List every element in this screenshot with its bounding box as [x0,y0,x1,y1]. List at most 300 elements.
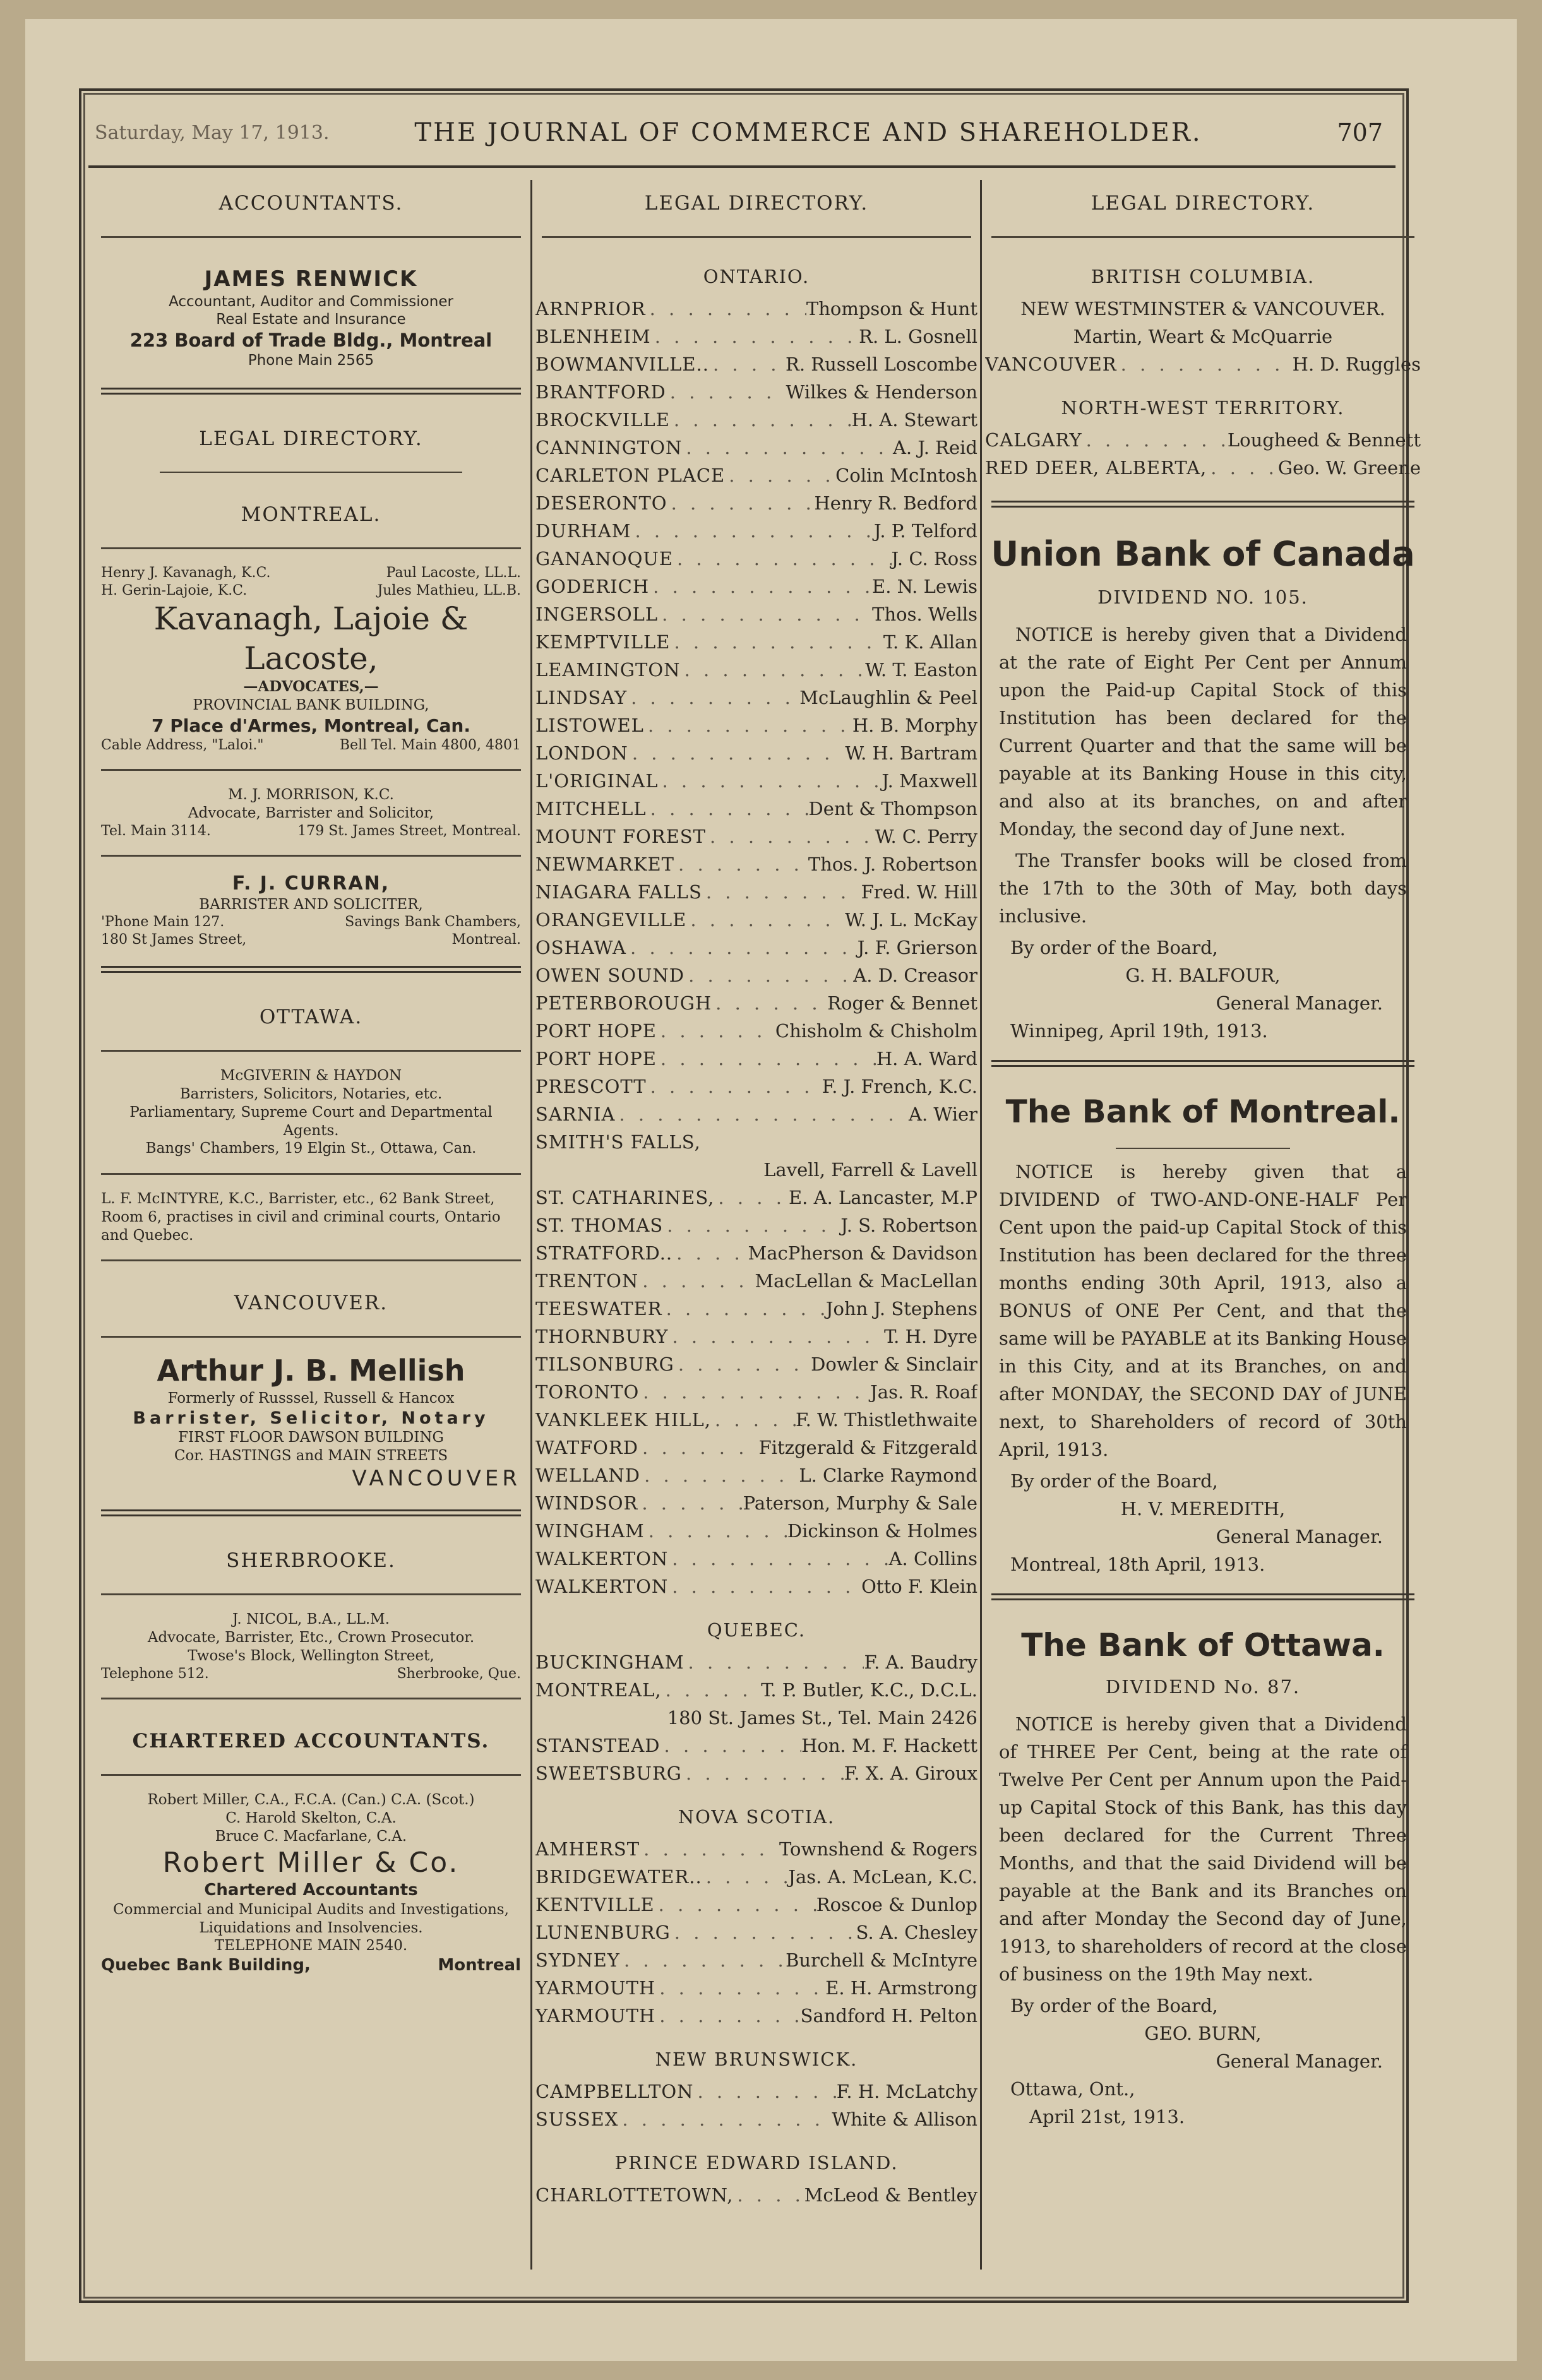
card-line: Chartered Accountants [204,1881,418,1900]
directory-town: SMITH'S FALLS, [535,1131,701,1153]
directory-name: Paterson, Murphy & Sale [743,1492,977,1514]
notice-bank-of-ottawa [985,1612,1421,2131]
directory-name: E. A. Lancaster, M.P [789,1187,977,1208]
directory-town: CHARLOTTETOWN, [535,2184,734,2206]
leader-dots [662,1676,762,1704]
leader-dots [657,1017,775,1045]
leader-dots [620,1946,786,1974]
directory-name: F. A. Baudry [864,1651,977,1673]
directory-town: SYDNEY [535,1949,620,1971]
divider [542,236,971,238]
card-line: Cable Address, "Laloi." [101,737,264,753]
directory-list [535,295,977,1128]
section-heading: CHARTERED ACCOUNTANTS. [132,1730,490,1752]
notice-signature [985,1992,1421,2131]
directory-row [535,1835,977,1863]
directory-row [535,545,977,573]
directory-name: H. D. Ruggles [1292,354,1421,375]
directory-list [985,426,1421,482]
directory-name: McLeod & Bentley [804,2184,977,2206]
directory-name: Sandford H. Pelton [800,2005,977,2026]
card-line: Advocate, Barrister and Solicitor, [188,804,434,821]
notice-bank-of-montreal [985,1078,1421,1578]
directory-row [535,1863,977,1891]
divider [991,501,1414,508]
section-heading: VANCOUVER. [234,1292,388,1315]
signer-role: General Manager. [1216,2050,1383,2072]
divider [101,1336,521,1338]
province-heading: PRINCE EDWARD ISLAND. [614,2152,899,2174]
directory-row [535,1073,977,1100]
directory-row [985,426,1421,454]
masthead-rule [88,165,1396,168]
card-line: Formerly of Russsel, Russell & Hancox [167,1389,455,1407]
leader-dots [626,934,858,961]
directory-row [535,989,977,1017]
order-line: By order of the Board, [1010,937,1218,958]
notice-union-bank [985,519,1421,1045]
directory-town: WELLAND [535,1465,641,1486]
directory-town: PORT HOPE [535,1020,657,1042]
card-address: 180 St James Street, [101,931,247,948]
leader-dots [684,961,853,989]
directory-name: Jas. R. Roaf [870,1381,977,1403]
directory-list [535,1184,977,1600]
directory-row [535,2181,977,2209]
directory-name: W. H. Bartram [845,742,977,764]
leader-dots [1207,454,1278,482]
signer-role: General Manager. [1216,1526,1383,1547]
directory-row [535,1045,977,1073]
leader-dots [663,1211,840,1239]
card-address: 179 St. James Street, Montreal. [297,823,521,839]
directory-row [535,767,977,795]
directory-town: AMHERST [535,1838,640,1860]
directory-town: BLENHEIM [535,326,651,347]
directory-name: W. C. Perry [875,826,977,847]
leader-dots [714,1184,789,1211]
card-kavanagh [95,558,527,760]
directory-town: GANANOQUE [535,548,673,569]
leader-dots [668,1545,888,1573]
leader-dots [645,1517,787,1545]
leader-dots [670,406,852,434]
order-line: By order of the Board, [1010,1470,1218,1492]
directory-row [535,1350,977,1378]
card-mcintyre: L. F. McINTYRE, K.C., Barrister, etc., 62 Bank Street, Room 6, practises in civil and criminal courts, Ontario and Quebec. [101,1191,501,1244]
card-name: Kavanagh, Lajoie & Lacoste, [153,600,469,677]
directory-name: MacPherson & Davidson [748,1242,977,1264]
signer: H. V. MEREDITH, [1120,1498,1286,1520]
card-address: Twose's Block, Wellington Street, [188,1647,434,1664]
page-number: 707 [1337,119,1383,146]
divider [101,966,521,973]
directory-name: A. Wier [909,1104,977,1125]
directory-town: TEESWATER [535,1298,662,1319]
directory-town: LEAMINGTON [535,659,681,681]
divider [101,1593,521,1595]
directory-row [535,1017,977,1045]
directory-name: Lavell, Farrell & Lavell [763,1159,977,1181]
column-left [95,170,527,2298]
directory-row [535,1517,977,1545]
directory-row [535,823,977,850]
directory-town: ARNPRIOR [535,298,646,319]
directory-town: BOWMANVILLE.. [535,354,709,375]
section-heading: ACCOUNTANTS. [218,192,403,215]
journal-title: THE JOURNAL OF COMMERCE AND SHAREHOLDER. [414,118,1202,147]
notice-paragraph: The Transfer books will be closed from the 17th to the 30th of May, both days inclusive. [999,850,1407,927]
card-renwick [95,247,527,376]
directory-name: A. D. Creasor [853,965,977,986]
card-name: J. NICOL, B.A., LL.M. [232,1611,390,1628]
leader-dots [639,1378,870,1406]
card-line: PROVINCIAL BANK BUILDING, [193,696,429,713]
directory-row [535,573,977,600]
directory-name: J. F. Grierson [857,937,977,958]
directory-name: Thos. J. Robertson [808,854,977,875]
directory-name: A. Collins [888,1548,977,1569]
notice-place: Montreal, 18th April, 1913. [1010,1554,1265,1575]
directory-town: ST. THOMAS [535,1215,664,1236]
dividend-number: DIVIDEND No. 87. [1105,1676,1301,1698]
directory-row [535,961,977,989]
leader-dots [702,1863,789,1891]
dividend-number: DIVIDEND NO. 105. [1097,586,1308,608]
leader-dots [668,1323,884,1350]
leader-dots [712,989,827,1017]
directory-name: J. C. Ross [891,548,977,569]
directory-name: S. A. Chesley [856,1922,977,1943]
leader-dots [655,2002,800,2030]
directory-name: John J. Stephens [825,1298,977,1319]
directory-list [985,350,1421,378]
signer: GEO. BURN, [1144,2023,1262,2044]
directory-name: Dowler & Sinclair [811,1354,977,1375]
divider [101,388,521,395]
section-heading: LEGAL DIRECTORY. [644,192,869,215]
directory-name: H. A. Stewart [851,409,977,431]
province-heading: ONTARIO. [703,266,810,287]
directory-row [535,295,977,323]
leader-dots [693,2078,836,2105]
divider [101,1259,521,1261]
directory-town: SARNIA [535,1104,616,1125]
divider [101,547,521,549]
leader-dots [640,1835,779,1863]
divider [1116,1148,1290,1149]
leader-dots [647,1073,822,1100]
directory-name: Martin, Weart & McQuarrie [1073,326,1333,347]
directory-name: F. W. Thistlethwaite [795,1409,977,1431]
directory-row [535,1267,977,1295]
notice-paragraph: NOTICE is hereby given that a DIVIDEND of TWO-AND-ONE-HALF Per Cent upon the paid-up Capital Stock of this Institution has been declared for the three months ending 30th April, 1913, also a BONUS of ONE Per Cent, and that the same will be PAYABLE at its Banking House in this City, and at its Branches, on and after MONDAY, the SECOND DAY of JUNE next, to Shareholders of record of 30th April, 1913. [999,1161,1407,1460]
signer-role: General Manager. [1216,992,1383,1014]
notice-date: April 21st, 1913. [1029,2106,1185,2127]
directory-name: Burchell & McIntyre [786,1949,977,1971]
directory-town: KENTVILLE [535,1894,655,1915]
directory-list [535,2078,977,2133]
card-line: Montreal. [451,931,521,948]
directory-town: BUCKINGHAM [535,1651,684,1673]
card-phone: Tel. Main 3114. [101,823,211,839]
divider [991,1060,1414,1067]
directory-row [535,934,977,961]
leader-dots [666,378,786,406]
leader-dots [659,767,882,795]
directory-row [535,1489,977,1517]
directory-town: GODERICH [535,576,650,597]
directory-row [535,1891,977,1919]
directory-row [535,1128,977,1156]
directory-town: L'ORIGINAL [535,770,659,792]
directory-name: W. J. L. McKay [845,909,977,931]
directory-name: W. T. Easton [865,659,977,681]
card-line: Accountant, Auditor and Commissioner [169,293,453,310]
directory-row [535,600,977,628]
notice-signature [985,934,1421,1045]
directory-name: T. P. Butler, K.C., D.C.L. [761,1679,977,1701]
order-line: By order of the Board, [1010,1995,1218,2016]
directory-row [535,1676,977,1704]
directory-name: R. L. Gosnell [859,326,977,347]
leader-dots [618,2105,832,2133]
directory-town: RED DEER, ALBERTA, [985,457,1207,479]
directory-name: Chisholm & Chisholm [775,1020,977,1042]
directory-row [535,1239,977,1267]
directory-name: Townshend & Rogers [779,1838,977,1860]
card-morrison [95,780,527,846]
directory-row [535,350,977,378]
directory-name: E. H. Armstrong [825,1977,977,1999]
directory-town: LINDSAY [535,687,628,708]
notice-body [985,621,1421,930]
section-heading: MONTREAL. [241,503,381,526]
directory-name: Dickinson & Holmes [787,1520,977,1542]
directory-row [985,350,1421,378]
province-heading: NEW BRUNSWICK. [655,2049,858,2070]
leader-dots [709,350,786,378]
leader-dots [628,739,846,767]
card-mcgiverin [95,1061,527,1164]
card-nicol [95,1604,527,1689]
directory-town: BRANTFORD [535,381,666,403]
directory-row [535,1295,977,1323]
bank-title: The Bank of Ottawa. [1021,1627,1385,1663]
card-address: Quebec Bank Building, [101,1956,311,1975]
directory-town: INGERSOLL [535,604,659,625]
leader-dots [686,906,845,934]
leader-dots [644,711,852,739]
card-line: Robert Miller, C.A., F.C.A. (Can.) C.A. (Scot.) [147,1792,475,1808]
leader-dots [615,1100,909,1128]
directory-town: YARMOUTH [535,2005,656,2026]
directory-town: LUNENBURG [535,1922,671,1943]
province-heading: NOVA SCOTIA. [678,1806,835,1828]
card-city: Montreal [438,1956,521,1975]
section-heading: OTTAWA. [259,1006,363,1029]
directory-list [535,1835,977,2030]
leader-dots [733,2181,804,2209]
directory-name: Geo. W. Greene [1277,457,1421,479]
leader-dots [725,461,835,489]
directory-row [535,1732,977,1759]
card-address: 223 Board of Trade Bldg., Montreal [129,330,493,351]
directory-town: OSHAWA [535,937,627,958]
divider [101,1698,521,1699]
card-line: Barrister, Selicitor, Notary [133,1408,489,1428]
bank-title: The Bank of Montreal. [1005,1093,1401,1130]
directory-row [985,454,1421,482]
directory-name: L. Clarke Raymond [799,1465,977,1486]
card-name: Robert Miller & Co. [162,1847,460,1879]
directory-row [535,323,977,350]
directory-row [535,850,977,878]
card-mellish [95,1347,527,1498]
leader-dots [655,1974,825,2002]
directory-town: TRENTON [535,1270,639,1292]
card-line: Advocate, Barrister, Etc., Crown Prosecutor. [147,1629,475,1646]
directory-town: WINGHAM [535,1520,645,1542]
leader-dots [638,1489,743,1517]
card-line: Commercial and Municipal Audits and Investigations, Liquidations and Insolvencies. [113,1901,509,1936]
directory-name: McLaughlin & Peel [799,687,977,708]
leader-dots [672,1239,748,1267]
notice-paragraph: NOTICE is hereby given that a Dividend of THREE Per Cent, being at the rate of Twelve Per Cent per Annum upon the Paid-up Capital Stock of this Bank, has this day been declared for the Current Three Months, and that the said Dividend will be payable at the Bank and its Branches on and after Monday the Second day of June, 1913, to shareholders of record at the close of business on the 19th May next. [999,1713,1407,1985]
directory-town: KEMPTVILLE [535,631,671,653]
directory-row [535,434,977,461]
directory-town: THORNBURY [535,1326,669,1347]
card-city: VANCOUVER [352,1465,521,1491]
card-name: McGIVERIN & HAYDON [220,1068,402,1085]
directory-name: R. Russell Loscombe [785,354,977,375]
directory-row [535,628,977,656]
issue-date: Saturday, May 17, 1913. [95,121,330,144]
notice-body [985,1158,1421,1463]
card-line: Savings Bank Chambers, [345,914,521,931]
leader-dots [1117,350,1293,378]
leader-dots [702,878,861,906]
leader-dots [647,795,809,823]
card-name: F. J. CURRAN, [232,872,390,895]
directory-town: MOUNT FOREST [535,826,706,847]
directory-row [535,1211,977,1239]
directory-town: PETERBOROUGH [535,992,712,1014]
directory-list [535,2181,977,2209]
leader-dots [655,1891,816,1919]
directory-name: H. A. Ward [876,1048,977,1069]
directory-name: J. Maxwell [882,770,977,792]
notice-paragraph: NOTICE is hereby given that a Dividend at the rate of Eight Per Cent per Annum upon the Paid-up Capital Stock of this Institution has been declared for the Current Quarter and that the same will be payable at its Banking House in this city, and also at its branches, on and after Monday, the second day of June next. [999,624,1407,840]
directory-row [535,2078,977,2105]
divider [101,1050,521,1052]
directory-row [535,1919,977,1946]
directory-town: NIAGARA FALLS [535,881,702,903]
card-line: BARRISTER AND SOLICITER, [199,896,423,913]
divider [101,769,521,771]
directory-name: Jas. A. McLean, K.C. [788,1866,977,1888]
directory-name: Fred. W. Hill [861,881,977,903]
leader-dots [662,1295,826,1323]
directory-row [535,2105,977,2133]
directory-name: Henry R. Bedford [814,492,977,514]
directory-town: BRIDGEWATER.. [535,1866,702,1888]
notice-place: Ottawa, Ont., [1010,2078,1135,2100]
directory-row [535,711,977,739]
directory-name: Wilkes & Henderson [786,381,977,403]
directory-row [535,1545,977,1573]
leader-dots [657,1045,876,1073]
section-heading: LEGAL DIRECTORY. [199,427,423,450]
directory-town: VANKLEEK HILL, [535,1409,711,1431]
directory-name: J. P. Telford [873,520,977,542]
directory-town: DESERONTO [535,492,667,514]
card-address: FIRST FLOOR DAWSON BUILDING [178,1429,444,1446]
directory-town: ORANGEVILLE [535,909,687,931]
leader-dots [682,1759,844,1787]
card-line: Agents. [283,1122,339,1139]
card-phone: Telephone 512. [101,1665,209,1682]
card-line: Sherbrooke, Que. [397,1665,521,1682]
card-line: Bruce C. Macfarlane, C.A. [215,1828,407,1845]
leader-dots [673,545,892,573]
card-line: Parliamentary, Supreme Court and Departmental [129,1104,493,1121]
card-curran [95,866,527,955]
directory-row [535,1406,977,1434]
directory-row [535,378,977,406]
directory-town: CALGARY [985,429,1082,451]
province-heading: BRITISH COLUMBIA. [1091,266,1315,287]
leader-dots [646,295,806,323]
notice-signature [985,1467,1421,1578]
directory-town: VANCOUVER [985,354,1117,375]
directory-town: SUSSEX [535,2109,619,2130]
notice-body [985,1710,1421,1988]
directory-name: H. B. Morphy [852,715,977,736]
column-divider [980,180,982,2270]
directory-row [535,684,977,711]
directory-town: STANSTEAD [535,1735,660,1756]
directory-town: NEWMARKET [535,854,675,875]
leader-dots [668,1573,861,1600]
directory-town: CARLETON PLACE [535,465,726,486]
directory-town: LISTOWEL [535,715,644,736]
directory-town: WALKERTON [535,1548,669,1569]
card-line: Barristers, Solicitors, Notaries, etc. [179,1086,443,1102]
province-heading: QUEBEC. [707,1619,806,1641]
card-line: H. Gerin-Lajoie, K.C. [101,582,248,598]
directory-row [535,656,977,684]
leader-dots [711,1406,796,1434]
directory-name: F. J. French, K.C. [822,1076,977,1097]
leader-dots [674,850,808,878]
directory-town: PRESCOTT [535,1076,647,1097]
directory-town: OWEN SOUND [535,965,685,986]
directory-row [535,406,977,434]
directory-name: J. S. Robertson [840,1215,977,1236]
directory-name: Colin McIntosh [835,465,977,486]
leader-dots [682,434,893,461]
directory-town: DURHAM [535,520,631,542]
divider [101,1774,521,1776]
card-line: Henry J. Kavanagh, K.C. [101,565,271,581]
directory-row [535,489,977,517]
card-line: C. Harold Skelton, C.A. [225,1809,397,1826]
directory-row [535,906,977,934]
directory-town: MONTREAL, [535,1679,662,1701]
section-heading: LEGAL DIRECTORY. [1091,192,1315,215]
notice-place: Winnipeg, April 19th, 1913. [1010,1020,1268,1042]
